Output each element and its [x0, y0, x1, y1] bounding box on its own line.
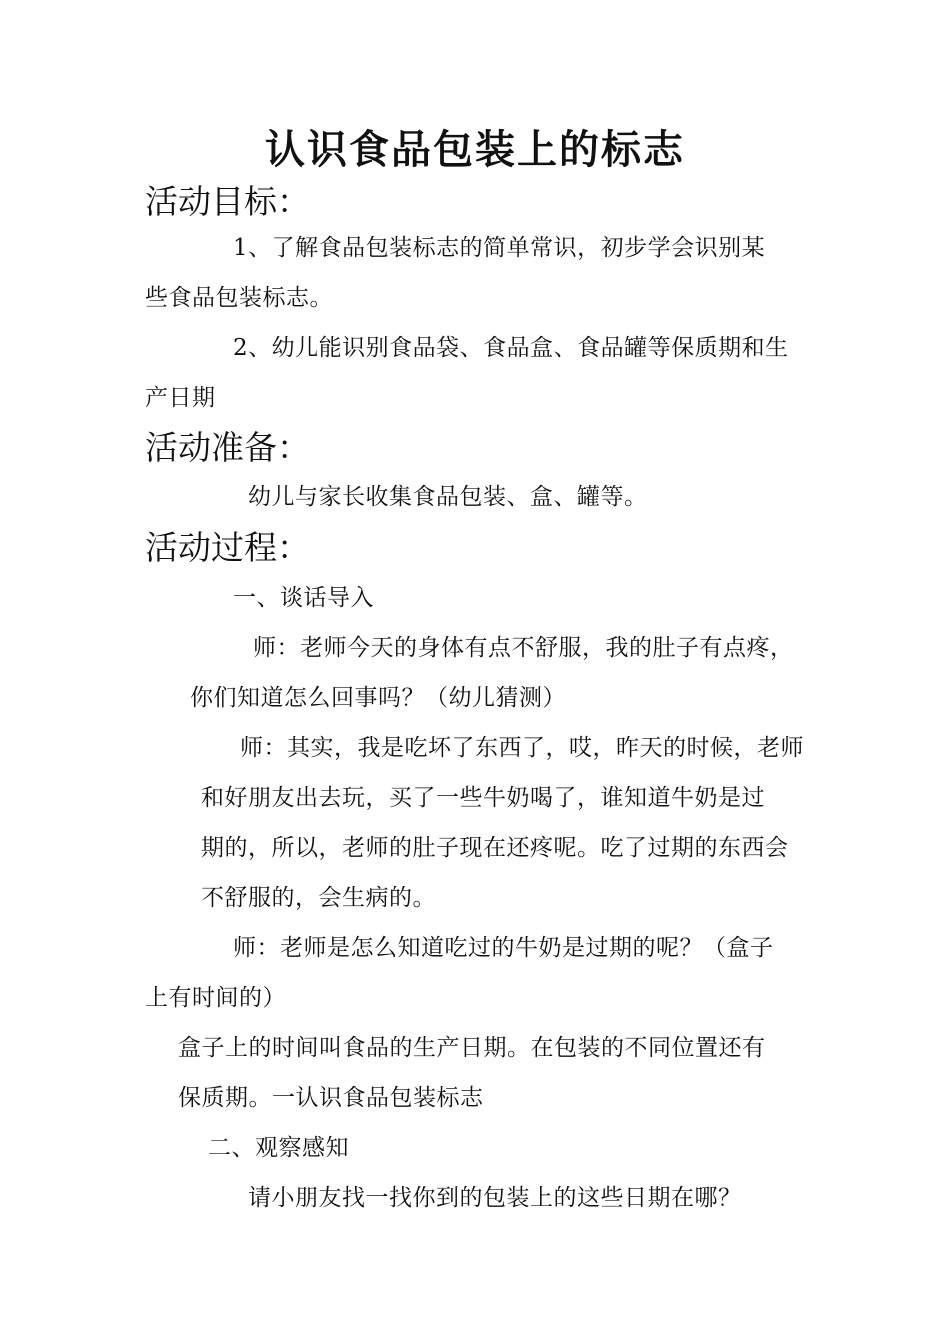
p2-line3: 期的，所以，老师的肚子现在还疼呢。吃了过期的东西会: [201, 835, 789, 861]
goal1-line1: 1、了解食品包装标志的简单常识，初步学会识别某: [233, 235, 766, 261]
p1-line1: 师：老师今天的身体有点不舒服，我的肚子有点疼，: [253, 635, 794, 661]
p2-line1: 师：其实，我是吃坏了东西了，哎，昨天的时候，老师: [240, 735, 804, 761]
p5-line1: 请小朋友找一找你到的包装上的这些日期在哪？: [248, 1185, 742, 1211]
p1-line2: 你们知道怎么回事吗？（幼儿猜测）: [190, 685, 566, 711]
prep-heading: 活动准备：: [145, 428, 310, 467]
prep-text: 幼儿与家长收集食品包装、盒、罐等。: [248, 484, 648, 510]
p2-line2: 和好朋友出去玩，买了一些牛奶喝了，谁知道牛奶是过: [201, 785, 765, 811]
goal2-line2: 产日期: [145, 385, 216, 411]
p2-line4: 不舒服的，会生病的。: [201, 885, 436, 911]
p3-line1: 师：老师是怎么知道吃过的牛奶是过期的呢？（盒子: [233, 935, 774, 961]
goal2-line1: 2、幼儿能识别食品袋、食品盒、食品罐等保质期和生: [233, 335, 789, 361]
goals-heading: 活动目标：: [145, 182, 310, 221]
document-title: 认识食品包装上的标志: [265, 126, 685, 173]
process-heading: 活动过程：: [145, 528, 310, 567]
p3-line2: 上有时间的）: [145, 985, 286, 1011]
p4-line2: 保质期。一认识食品包装标志: [178, 1085, 484, 1111]
p4-line1: 盒子上的时间叫食品的生产日期。在包装的不同位置还有: [178, 1035, 766, 1061]
step2-heading: 二、观察感知: [208, 1135, 349, 1161]
step1-heading: 一、谈话导入: [233, 585, 374, 611]
goal1-line2: 些食品包装标志。: [145, 285, 333, 311]
